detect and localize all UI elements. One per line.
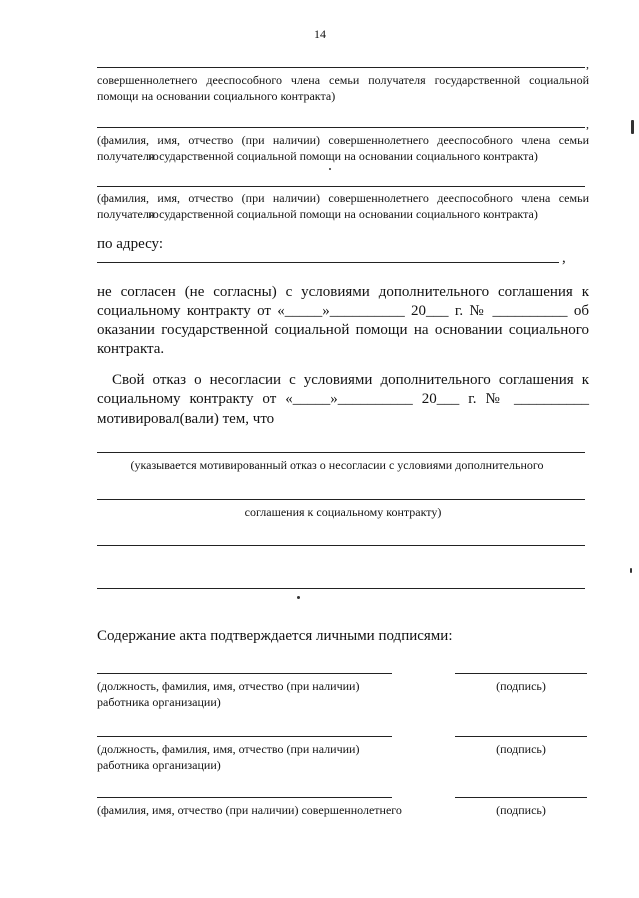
name-line [97, 736, 392, 737]
signature-line [455, 797, 587, 798]
confirmation-text: Содержание акта подтверждается личными подписями: [97, 628, 453, 644]
caption-text: (указывается мотивированный отказ о несогласии с условиями дополнительного [130, 458, 544, 472]
signature-caption: работника организации) [97, 695, 221, 709]
signature-caption: (должность, фамилия, имя, отчество (при наличии) [97, 742, 360, 756]
signature-caption: работника организации) [97, 758, 221, 772]
blank-line [97, 67, 585, 68]
paragraph-line: социальному контракту от «_____»__________ 20___ г. № __________ об [97, 303, 589, 319]
address-line [97, 262, 559, 263]
blank-line [97, 499, 585, 500]
page-number: 14 [314, 27, 326, 41]
signature-caption: (фамилия, имя, отчество (при наличии) совершеннолетнего [97, 803, 402, 817]
caption-text: соглашения к социальному контракту) [244, 505, 442, 519]
caption-text: (фамилия, имя, отчество (при наличии) совершеннолетнего дееспособного члена семьи получателя [97, 133, 589, 163]
scan-speck [329, 168, 331, 170]
blank-line [97, 588, 585, 589]
scan-speck [297, 596, 300, 599]
caption-text: совершеннолетнего дееспособного члена семьи получателя государственной социальной [97, 73, 589, 87]
signature-label: (подпись) [496, 742, 546, 756]
line-comma: , [562, 250, 566, 266]
address-label: по адресу: [97, 236, 164, 252]
caption-text: помощи на основании социального контракта) [97, 89, 336, 103]
signature-caption: (должность, фамилия, имя, отчество (при наличии) [97, 679, 360, 693]
caption-text: (фамилия, имя, отчество (при наличии) совершеннолетнего дееспособного члена семьи получателя [97, 191, 589, 221]
paragraph-line: мотивировал(вали) тем, что [97, 411, 275, 427]
paragraph-line: оказании государственной социальной помощи на основании социального [97, 322, 589, 338]
caption-text: государственной социальной помощи на основании социального контракта) [148, 207, 538, 221]
scan-speck [630, 568, 632, 573]
signature-line [455, 736, 587, 737]
signature-label: (подпись) [496, 679, 546, 693]
line-comma: , [586, 117, 589, 131]
signature-label: (подпись) [496, 803, 546, 817]
paragraph-line: контракта. [97, 341, 165, 357]
blank-line [97, 545, 585, 546]
line-comma: , [586, 57, 589, 71]
signature-line [455, 673, 587, 674]
blank-line [97, 127, 585, 128]
blank-line [97, 452, 585, 453]
name-line [97, 797, 392, 798]
blank-line [97, 186, 585, 187]
paragraph-line: не согласен (не согласны) с условиями дополнительного соглашения к [97, 284, 589, 300]
scan-speck [631, 120, 634, 134]
name-line [97, 673, 392, 674]
paragraph-line: социальному контракту от «_____»__________ 20___ г. № __________ [97, 391, 589, 407]
caption-text: государственной социальной помощи на основании социального контракта) [148, 149, 538, 163]
paragraph-line: Свой отказ о несогласии с условиями дополнительного соглашения к [112, 372, 589, 388]
